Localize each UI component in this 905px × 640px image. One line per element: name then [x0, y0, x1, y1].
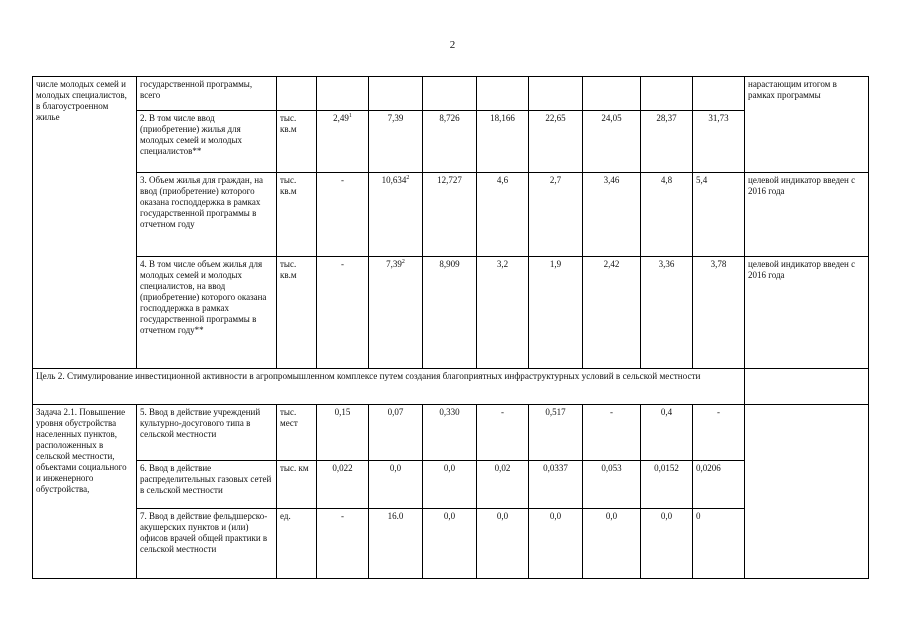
value-cell: 0,0: [641, 509, 693, 579]
note-cell: целевой индикатор введен с 2016 года: [745, 173, 869, 257]
value-cell: 1,9: [529, 257, 583, 369]
value-cell: 0,0: [423, 461, 477, 509]
value-cell: 0: [693, 509, 745, 579]
value-cell: 3,36: [641, 257, 693, 369]
value-cell: 7,39: [369, 111, 423, 173]
value-cell: 4,8: [641, 173, 693, 257]
value-cell: 22,65: [529, 111, 583, 173]
value-cell: 0,4: [641, 405, 693, 461]
value-cell: 0,0: [369, 461, 423, 509]
value-cell: -: [693, 405, 745, 461]
indicator-cell: 2. В том числе ввод (приобретение) жилья для молодых семей и молодых специалистов**: [137, 111, 277, 173]
table-row: [33, 369, 869, 405]
value-cell: [477, 77, 529, 111]
value-cell: -: [317, 173, 369, 257]
indicator-cell: 6. Ввод в действие распределительных газовых сетей в сельской местности: [137, 461, 277, 509]
value-cell: 0,0: [477, 509, 529, 579]
value-cell: [641, 77, 693, 111]
footnote-mark: 1: [348, 113, 352, 119]
value-cell: 7,39$^2$: [369, 257, 423, 369]
table-row: [33, 509, 869, 579]
indicator-cell: 7. Ввод в действие фельдшерско-акушерских пунктов и (или) офисов врачей общей практики в сельской местности: [137, 509, 277, 579]
footnote-mark: 2: [406, 175, 410, 181]
value-cell: 4,6: [477, 173, 529, 257]
value-cell: [423, 77, 477, 111]
value-cell: [369, 77, 423, 111]
unit-cell: [277, 77, 317, 111]
value-cell: 0,330: [423, 405, 477, 461]
unit-cell: тыс. кв.м: [277, 111, 317, 173]
value-cell: 0,15: [317, 405, 369, 461]
value-cell: 2,49$^1$: [317, 111, 369, 173]
value-cell: 2,42: [583, 257, 641, 369]
value-cell: 28,37: [641, 111, 693, 173]
value-cell: 0,0: [423, 509, 477, 579]
value-cell: [529, 77, 583, 111]
value-cell: 0,022: [317, 461, 369, 509]
value-cell: 24,05: [583, 111, 641, 173]
value-cell: 0,0: [529, 509, 583, 579]
value-cell: 0,07: [369, 405, 423, 461]
value-cell: 16.0: [369, 509, 423, 579]
page-number: 2: [449, 39, 456, 51]
value-cell: 0,0206: [693, 461, 745, 509]
table-row: [33, 461, 869, 509]
value-cell: [583, 77, 641, 111]
value-cell: 0,0: [583, 509, 641, 579]
value-cell: 31,73: [693, 111, 745, 173]
table-row: [33, 257, 869, 369]
value-cell: 0,053: [583, 461, 641, 509]
indicator-cell: 5. Ввод в действие учреждений культурно-досугового типа в сельской местности: [137, 405, 277, 461]
value-cell: 5,4: [693, 173, 745, 257]
value-cell: 2,7: [529, 173, 583, 257]
task-cell: Задача 2.1. Повышение уровня обустройства населенных пунктов, расположенных в сельской местности, объектами социального и инженерного обустройства,: [33, 405, 137, 579]
value-cell: 0,517: [529, 405, 583, 461]
value-cell: [317, 77, 369, 111]
value-cell: -: [317, 509, 369, 579]
note-cell: целевой индикатор введен с 2016 года: [745, 257, 869, 369]
value-cell: 3,2: [477, 257, 529, 369]
value-cell: 3,78: [693, 257, 745, 369]
note-cell: [745, 369, 869, 405]
indicator-cell: 4. В том числе объем жилья для молодых семей и молодых специалистов, на ввод (приобретение) которого оказана господдержка в рамках государственной программы в отчетном году**: [137, 257, 277, 369]
value-cell: 12,727: [423, 173, 477, 257]
note-cell: нарастающим итогом в рамках программы: [745, 77, 869, 173]
value-cell: 18,166: [477, 111, 529, 173]
value-cell: 8,909: [423, 257, 477, 369]
value-cell: 8,726: [423, 111, 477, 173]
table-row: [33, 111, 869, 173]
table-row: [33, 173, 869, 257]
note-cell: [745, 405, 869, 579]
unit-cell: тыс. км: [277, 461, 317, 509]
indicator-cell: государственной программы, всего: [137, 77, 277, 111]
value-cell: 0,0337: [529, 461, 583, 509]
indicators-table: [32, 76, 869, 579]
value-cell: 10,634$^2$: [369, 173, 423, 257]
unit-cell: ед.: [277, 509, 317, 579]
footnote-mark: 2: [401, 259, 405, 265]
table-row: [33, 405, 869, 461]
value-cell: 0,0152: [641, 461, 693, 509]
goal-heading: Цель 2. Стимулирование инвестиционной активности в агропромышленном комплексе путем создания благоприятных инфраструктурных условий в сельской местности: [33, 369, 745, 405]
value-cell: -: [583, 405, 641, 461]
table-row: [33, 77, 869, 111]
unit-cell: тыс. кв.м: [277, 173, 317, 257]
value-cell: -: [477, 405, 529, 461]
value-cell: 3,46: [583, 173, 641, 257]
unit-cell: тыс. мест: [277, 405, 317, 461]
value-cell: -: [317, 257, 369, 369]
value-cell: [693, 77, 745, 111]
indicator-cell: 3. Объем жилья для граждан, на ввод (приобретение) которого оказана господдержка в рамках государственной программы в отчетном году: [137, 173, 277, 257]
value-cell: 0,02: [477, 461, 529, 509]
task-cell: числе молодых семей и молодых специалистов, в благоустроенном жилье: [33, 77, 137, 369]
unit-cell: тыс. кв.м: [277, 257, 317, 369]
